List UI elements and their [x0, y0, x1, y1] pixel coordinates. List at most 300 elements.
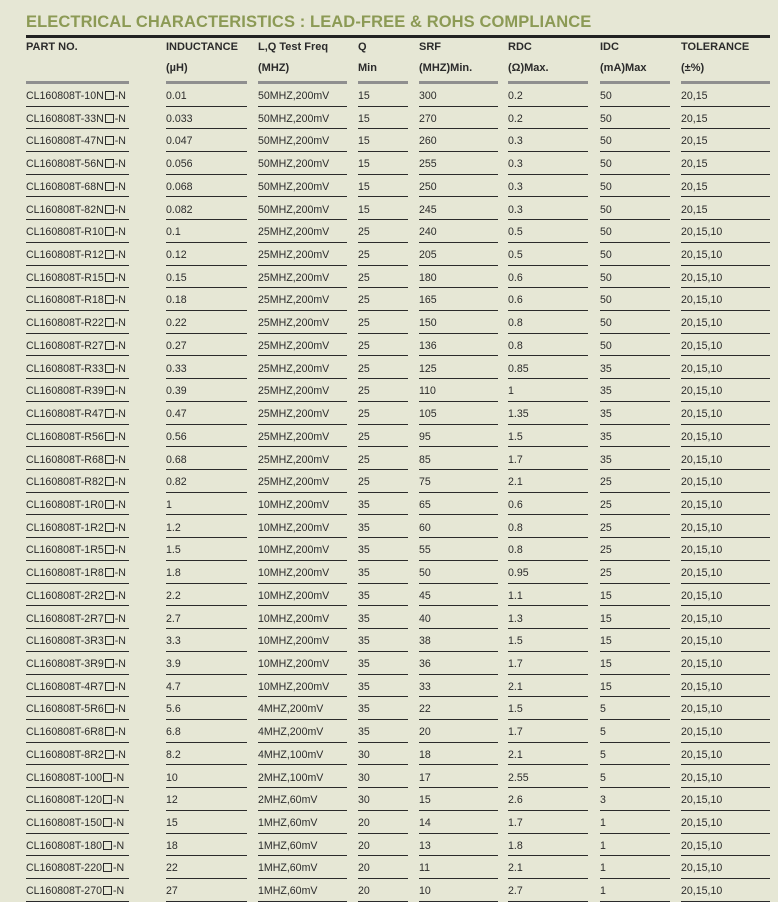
tolerance-code-box: [105, 523, 114, 532]
table-row: [0, 448, 778, 471]
part-number: CL160808T-8R2: [26, 748, 104, 761]
table-row: [0, 493, 778, 516]
table-row: [0, 402, 778, 425]
cell-inductance: 4.7: [166, 680, 181, 693]
cell-tolerance: 20,15,10: [681, 317, 723, 330]
tolerance-code-box: [105, 591, 114, 600]
cell-q-min: 25: [358, 408, 370, 421]
part-suffix: -N: [114, 498, 126, 511]
cell-part-no: [26, 862, 124, 874]
cell-part-no: [26, 158, 126, 170]
cell-srf: 240: [419, 226, 437, 239]
cell-inductance: 1.8: [166, 567, 181, 580]
cell-idc: 50: [600, 203, 612, 216]
tolerance-code-box: [105, 159, 114, 168]
cell-rdc: 1.8: [508, 839, 523, 852]
cell-q-min: 35: [358, 680, 370, 693]
cell-idc: 35: [600, 430, 612, 443]
cell-inductance: 15: [166, 817, 178, 830]
part-suffix: -N: [114, 680, 126, 693]
cell-tolerance: 20,15,10: [681, 249, 723, 262]
cell-srf: 110: [419, 385, 436, 398]
part-number: CL160808T-R22: [26, 317, 104, 330]
part-suffix: -N: [114, 703, 126, 716]
part-number: CL160808T-3R3: [26, 635, 104, 648]
cell-rdc: 2.55: [508, 771, 529, 784]
cell-srf: 75: [419, 476, 431, 489]
cell-test-freq: 1MHZ,60mV: [258, 885, 318, 898]
table-row: [0, 743, 778, 766]
cell-test-freq: 25MHZ,200mV: [258, 476, 330, 489]
cell-part-no: [26, 363, 126, 375]
cell-idc: 15: [600, 612, 612, 625]
table-row: [0, 538, 778, 561]
part-number: CL160808T-2R7: [26, 612, 104, 625]
cell-rdc: 0.6: [508, 294, 523, 307]
cell-srf: 18: [419, 748, 431, 761]
part-suffix: -N: [114, 362, 126, 375]
cell-inductance: 2.2: [166, 589, 181, 602]
table-row: [0, 607, 778, 630]
cell-srf: 250: [419, 180, 437, 193]
table-row: [0, 788, 778, 811]
cell-tolerance: 20,15,10: [681, 521, 723, 534]
part-suffix: -N: [114, 385, 126, 398]
tolerance-code-box: [105, 364, 114, 373]
part-number: CL160808T-4R7: [26, 680, 104, 693]
cell-q-min: 35: [358, 589, 370, 602]
cell-part-no: [26, 658, 126, 670]
cell-tolerance: 20,15,10: [681, 544, 723, 557]
cell-part-no: [26, 613, 126, 625]
part-number: CL160808T-100: [26, 771, 102, 784]
cell-rdc: 0.2: [508, 112, 523, 125]
header-idc-unit: (mA)Max: [600, 62, 647, 74]
cell-tolerance: 20,15,10: [681, 885, 723, 898]
cell-idc: 50: [600, 339, 612, 352]
page-title: ELECTRICAL CHARACTERISTICS : LEAD-FREE & ROHS COMPLIANCE: [26, 13, 592, 31]
part-number: CL160808T-1R2: [26, 521, 104, 534]
part-suffix: -N: [112, 862, 125, 875]
cell-part-no: [26, 90, 126, 102]
cell-tolerance: 20,15,10: [681, 294, 723, 307]
cell-inductance: 0.39: [166, 385, 187, 398]
part-number: CL160808T-R47: [26, 408, 104, 421]
cell-q-min: 25: [358, 249, 370, 262]
table-row: [0, 879, 778, 902]
cell-test-freq: 50MHZ,200mV: [258, 112, 330, 125]
cell-idc: 15: [600, 680, 612, 693]
cell-rdc: 0.85: [508, 362, 529, 375]
part-number: CL160808T-R27: [26, 339, 104, 352]
cell-part-no: [26, 476, 126, 488]
table-row: [0, 584, 778, 607]
cell-test-freq: 25MHZ,200mV: [258, 362, 330, 375]
cell-q-min: 35: [358, 498, 370, 511]
cell-idc: 1: [600, 862, 606, 875]
cell-inductance: 6.8: [166, 726, 181, 739]
cell-tolerance: 20,15,10: [681, 612, 723, 625]
part-number: CL160808T-R56: [26, 430, 104, 443]
part-suffix: -N: [114, 476, 126, 489]
cell-tolerance: 20,15,10: [681, 498, 723, 511]
cell-tolerance: 20,15,10: [681, 794, 723, 807]
table-row: [0, 357, 778, 380]
cell-tolerance: 20,15,10: [681, 226, 723, 239]
cell-inductance: 1.5: [166, 544, 181, 557]
cell-tolerance: 20,15,10: [681, 703, 723, 716]
cell-test-freq: 2MHZ,60mV: [258, 794, 318, 807]
tolerance-code-box: [105, 386, 114, 395]
cell-q-min: 15: [358, 90, 370, 102]
cell-idc: 15: [600, 658, 612, 670]
cell-part-no: [26, 544, 126, 556]
header-q-min-unit: Min: [358, 62, 377, 74]
cell-tolerance: 20,15,10: [681, 271, 723, 284]
cell-inductance: 0.15: [166, 271, 187, 284]
part-suffix: -N: [114, 180, 126, 193]
tolerance-code-box: [105, 432, 114, 441]
cell-srf: 95: [419, 430, 431, 443]
part-number: CL160808T-120: [26, 794, 102, 807]
cell-idc: 50: [600, 271, 612, 284]
cell-idc: 50: [600, 226, 612, 239]
cell-test-freq: 50MHZ,200mV: [258, 180, 330, 193]
cell-tolerance: 20,15,10: [681, 658, 723, 670]
part-number: CL160808T-56N: [26, 158, 104, 171]
cell-part-no: [26, 204, 126, 216]
cell-idc: 25: [600, 498, 612, 511]
cell-inductance: 0.33: [166, 362, 187, 375]
cell-part-no: [26, 499, 126, 511]
cell-rdc: 1.1: [508, 589, 523, 602]
cell-inductance: 10: [166, 771, 178, 784]
cell-idc: 50: [600, 180, 612, 193]
part-number: CL160808T-6R8: [26, 726, 104, 739]
cell-srf: 40: [419, 612, 431, 625]
part-number: CL160808T-220: [26, 862, 102, 875]
cell-srf: 50: [419, 567, 431, 580]
cell-q-min: 30: [358, 748, 370, 761]
cell-srf: 20: [419, 726, 431, 739]
part-number: CL160808T-R15: [26, 271, 104, 284]
cell-test-freq: 10MHZ,200mV: [258, 612, 330, 625]
tolerance-code-box: [105, 114, 114, 123]
cell-q-min: 20: [358, 839, 370, 852]
part-number: CL160808T-1R5: [26, 544, 104, 557]
cell-rdc: 1.7: [508, 453, 523, 466]
cell-test-freq: 10MHZ,200mV: [258, 567, 330, 580]
cell-rdc: 1.3: [508, 612, 523, 625]
cell-test-freq: 50MHZ,200mV: [258, 203, 330, 216]
tolerance-code-box: [103, 773, 112, 782]
cell-rdc: 1.5: [508, 635, 523, 648]
cell-rdc: 2.1: [508, 862, 523, 875]
cell-part-no: [26, 522, 126, 534]
table-row: [0, 561, 778, 584]
part-number: CL160808T-R18: [26, 294, 104, 307]
cell-srf: 270: [419, 112, 437, 125]
cell-srf: 85: [419, 453, 431, 466]
cell-part-no: [26, 726, 126, 738]
cell-inductance: 3.3: [166, 635, 181, 648]
part-number: CL160808T-1R8: [26, 567, 104, 580]
cell-test-freq: 50MHZ,200mV: [258, 158, 330, 171]
cell-inductance: 0.82: [166, 476, 187, 489]
cell-rdc: 2.1: [508, 476, 523, 489]
cell-inductance: 0.1: [166, 226, 181, 239]
part-suffix: -N: [114, 567, 126, 580]
cell-inductance: 5.6: [166, 703, 181, 716]
cell-idc: 3: [600, 794, 606, 807]
cell-q-min: 20: [358, 817, 370, 830]
cell-idc: 35: [600, 385, 612, 398]
part-number: CL160808T-270: [26, 885, 102, 898]
cell-part-no: [26, 249, 126, 261]
cell-inductance: 0.22: [166, 317, 187, 330]
cell-idc: 15: [600, 635, 612, 648]
tolerance-code-box: [103, 818, 112, 827]
cell-test-freq: 25MHZ,200mV: [258, 430, 330, 443]
cell-part-no: [26, 408, 126, 420]
cell-rdc: 0.3: [508, 180, 523, 193]
header-idc: IDC: [600, 41, 619, 53]
part-number: CL160808T-82N: [26, 203, 104, 216]
cell-idc: 50: [600, 158, 612, 171]
cell-idc: 50: [600, 317, 612, 330]
cell-part-no: [26, 454, 126, 466]
cell-rdc: 0.5: [508, 226, 523, 239]
part-suffix: -N: [114, 158, 126, 171]
part-number: CL160808T-R33: [26, 362, 104, 375]
table-row: [0, 198, 778, 221]
table-row: [0, 766, 778, 789]
cell-srf: 60: [419, 521, 431, 534]
part-suffix: -N: [114, 430, 126, 443]
cell-q-min: 35: [358, 612, 370, 625]
cell-test-freq: 10MHZ,200mV: [258, 544, 330, 557]
table-row: [0, 697, 778, 720]
cell-srf: 11: [419, 862, 430, 875]
tolerance-code-box: [103, 863, 112, 872]
cell-tolerance: 20,15: [681, 112, 708, 125]
header-q-min: Q: [358, 41, 367, 53]
cell-inductance: 2.7: [166, 612, 181, 625]
part-suffix: -N: [114, 226, 126, 239]
cell-srf: 165: [419, 294, 437, 307]
cell-tolerance: 20,15,10: [681, 385, 723, 398]
cell-test-freq: 2MHZ,100mV: [258, 771, 324, 784]
cell-srf: 55: [419, 544, 431, 557]
cell-tolerance: 20,15,10: [681, 430, 723, 443]
cell-srf: 180: [419, 271, 437, 284]
cell-inductance: 12: [166, 794, 178, 807]
cell-part-no: [26, 113, 126, 125]
cell-part-no: [26, 635, 126, 647]
cell-rdc: 0.3: [508, 135, 523, 148]
cell-idc: 25: [600, 521, 612, 534]
cell-test-freq: 25MHZ,200mV: [258, 453, 330, 466]
cell-srf: 45: [419, 589, 431, 602]
cell-part-no: [26, 181, 126, 193]
cell-idc: 15: [600, 589, 612, 602]
tolerance-code-box: [105, 91, 114, 100]
part-number: CL160808T-2R2: [26, 589, 104, 602]
cell-q-min: 15: [358, 180, 370, 193]
cell-rdc: 0.8: [508, 521, 523, 534]
table-row: [0, 379, 778, 402]
cell-idc: 50: [600, 294, 612, 307]
cell-q-min: 35: [358, 726, 370, 739]
cell-rdc: 1.7: [508, 658, 523, 670]
cell-test-freq: 1MHZ,60mV: [258, 839, 318, 852]
part-suffix: -N: [112, 839, 125, 852]
cell-test-freq: 10MHZ,200mV: [258, 635, 330, 648]
header-test-freq: L,Q Test Freq: [258, 41, 329, 53]
cell-test-freq: 25MHZ,200mV: [258, 226, 330, 239]
part-number: CL160808T-R39: [26, 385, 104, 398]
cell-tolerance: 20,15,10: [681, 589, 723, 602]
table-row: [0, 288, 778, 311]
cell-test-freq: 10MHZ,200mV: [258, 498, 330, 511]
cell-inductance: 0.47: [166, 408, 187, 421]
part-number: CL160808T-R82: [26, 476, 104, 489]
table-row: [0, 811, 778, 834]
cell-q-min: 35: [358, 658, 370, 670]
cell-rdc: 0.3: [508, 158, 523, 171]
table-row: [0, 629, 778, 652]
cell-srf: 36: [419, 658, 431, 670]
cell-rdc: 1.7: [508, 726, 523, 739]
cell-inductance: 0.18: [166, 294, 187, 307]
cell-q-min: 25: [358, 294, 370, 307]
cell-srf: 38: [419, 635, 431, 648]
part-suffix: -N: [114, 317, 126, 330]
cell-test-freq: 25MHZ,200mV: [258, 385, 330, 398]
part-suffix: -N: [114, 589, 126, 602]
cell-rdc: 2.1: [508, 748, 523, 761]
tolerance-code-box: [105, 318, 114, 327]
cell-tolerance: 20,15,10: [681, 635, 723, 648]
cell-tolerance: 20,15: [681, 180, 708, 193]
cell-srf: 14: [419, 817, 431, 830]
cell-tolerance: 20,15,10: [681, 476, 723, 489]
part-suffix: -N: [114, 90, 126, 102]
tolerance-code-box: [105, 295, 114, 304]
part-suffix: -N: [114, 339, 126, 352]
cell-part-no: [26, 431, 126, 443]
cell-srf: 260: [419, 135, 437, 148]
cell-part-no: [26, 226, 126, 238]
cell-tolerance: 20,15,10: [681, 862, 723, 875]
cell-tolerance: 20,15,10: [681, 771, 723, 784]
cell-q-min: 35: [358, 703, 370, 716]
cell-srf: 150: [419, 317, 437, 330]
cell-rdc: 0.5: [508, 249, 523, 262]
tolerance-code-box: [105, 659, 114, 668]
tolerance-code-box: [103, 841, 112, 850]
part-number: CL160808T-R12: [26, 249, 104, 262]
part-suffix: -N: [114, 612, 126, 625]
cell-srf: 65: [419, 498, 431, 511]
table-row: [0, 856, 778, 879]
cell-idc: 1: [600, 885, 606, 898]
cell-srf: 136: [419, 339, 437, 352]
table-row: [0, 425, 778, 448]
part-suffix: -N: [114, 112, 126, 125]
cell-idc: 25: [600, 476, 612, 489]
tolerance-code-box: [105, 500, 114, 509]
cell-rdc: 0.8: [508, 339, 523, 352]
part-suffix: -N: [114, 294, 126, 307]
header-rdc-unit: (Ω)Max.: [508, 62, 549, 74]
cell-q-min: 35: [358, 635, 370, 648]
cell-srf: 105: [419, 408, 437, 421]
part-number: CL160808T-47N: [26, 135, 104, 148]
part-suffix: -N: [112, 771, 125, 784]
cell-q-min: 30: [358, 794, 370, 807]
part-number: CL160808T-1R0: [26, 498, 104, 511]
table-row: [0, 470, 778, 493]
cell-tolerance: 20,15,10: [681, 748, 723, 761]
cell-q-min: 35: [358, 567, 370, 580]
tolerance-code-box: [105, 227, 114, 236]
cell-inductance: 1.2: [166, 521, 181, 534]
cell-test-freq: 10MHZ,200mV: [258, 680, 330, 693]
header-srf-unit: (MHZ)Min.: [419, 62, 473, 74]
title-underline: [26, 35, 770, 38]
cell-test-freq: 25MHZ,200mV: [258, 408, 330, 421]
part-suffix: -N: [114, 658, 126, 670]
cell-part-no: [26, 317, 126, 329]
cell-idc: 25: [600, 544, 612, 557]
cell-part-no: [26, 567, 126, 579]
cell-idc: 50: [600, 90, 612, 102]
cell-inductance: 0.068: [166, 180, 193, 193]
table-row: [0, 175, 778, 198]
cell-test-freq: 25MHZ,200mV: [258, 249, 330, 262]
cell-tolerance: 20,15,10: [681, 408, 723, 421]
cell-inductance: 18: [166, 839, 178, 852]
tolerance-code-box: [105, 273, 114, 282]
cell-q-min: 25: [358, 453, 370, 466]
cell-srf: 22: [419, 703, 431, 716]
cell-part-no: [26, 772, 124, 784]
part-suffix: -N: [114, 249, 126, 262]
table-row: [0, 334, 778, 357]
cell-tolerance: 20,15,10: [681, 726, 723, 739]
cell-part-no: [26, 272, 126, 284]
tolerance-code-box: [103, 795, 112, 804]
part-suffix: -N: [114, 521, 126, 534]
cell-part-no: [26, 794, 124, 806]
part-suffix: -N: [112, 885, 125, 898]
tolerance-code-box: [105, 250, 114, 259]
table-row: [0, 720, 778, 743]
cell-test-freq: 4MHZ,200mV: [258, 703, 324, 716]
table-row: [0, 834, 778, 857]
cell-tolerance: 20,15,10: [681, 339, 723, 352]
cell-idc: 5: [600, 748, 606, 761]
cell-tolerance: 20,15: [681, 135, 708, 148]
part-suffix: -N: [114, 271, 126, 284]
cell-q-min: 35: [358, 521, 370, 534]
cell-tolerance: 20,15,10: [681, 567, 723, 580]
cell-idc: 5: [600, 726, 606, 739]
header-test-freq-unit: (MHZ): [258, 62, 290, 74]
tolerance-code-box: [105, 477, 114, 486]
cell-test-freq: 10MHZ,200mV: [258, 658, 330, 670]
